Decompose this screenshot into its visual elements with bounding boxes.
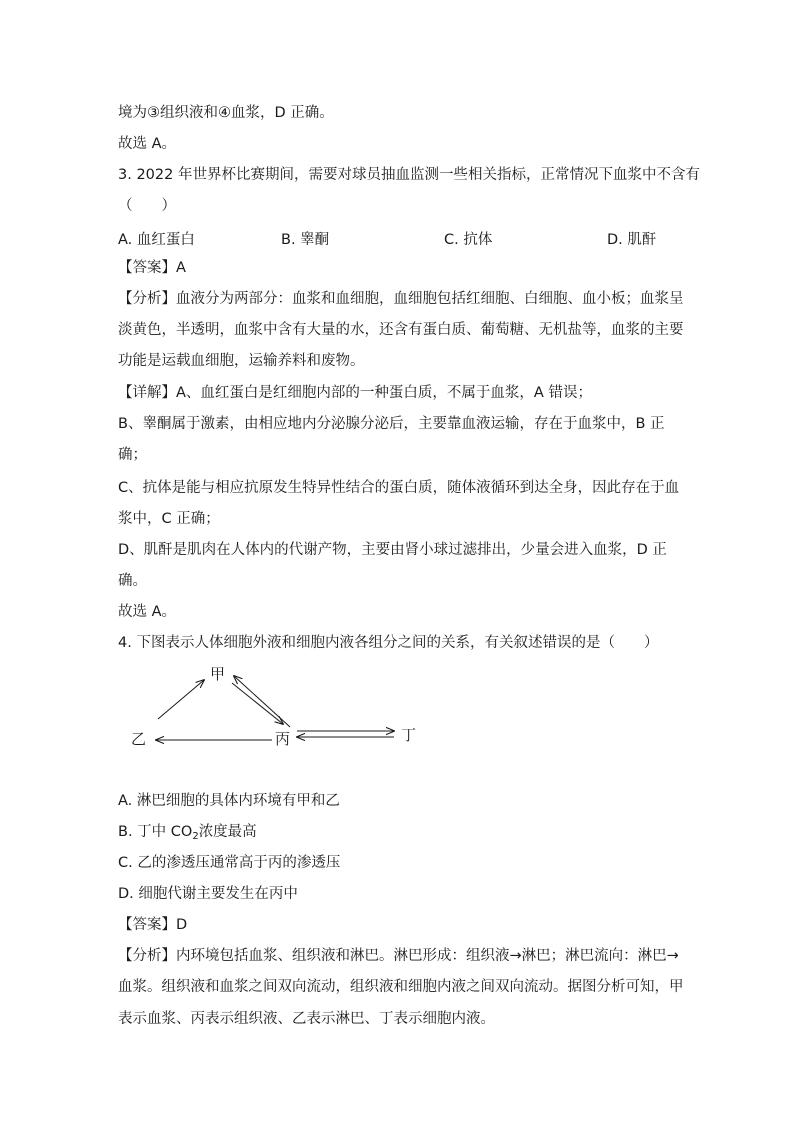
q3-analysis-line-2: 淡黄色，半透明，血浆中含有大量的水，还含有蛋白质、葡萄糖、无机盐等，血浆的主要: [118, 322, 684, 338]
q3-detail-line-4: C、抗体是能与相应抗原发生特异性结合的蛋白质，随体液循环到达全身，因此存在于血: [118, 480, 680, 496]
arrow-yi-to-jia: [158, 680, 204, 719]
q3-detail-line-5: 浆中，C 正确；: [118, 511, 220, 527]
q4-analysis-line-2: 血浆。组织液和血浆之间双向流动，组织液和细胞内液之间双向流动。据图分析可知，甲: [118, 979, 684, 995]
node-bing: 丙: [275, 730, 291, 748]
q3-option-c: C. 抗体: [444, 232, 493, 248]
previous-conclusion: 故选 A。: [118, 136, 177, 152]
q3-conclusion: 故选 A。: [118, 604, 177, 620]
q3-option-d: D. 肌酐: [607, 232, 657, 248]
q3-detail-line-1: 【详解】A、血红蛋白是红细胞内部的一种蛋白质，不属于血浆，A 错误；: [118, 385, 592, 401]
q3-option-b: B. 睾酮: [281, 232, 330, 248]
q3-detail-line-2: B、睾酮属于激素，由相应地内分泌腺分泌后，主要靠血液运输，存在于血浆中，B 正: [118, 416, 665, 432]
q4-analysis-line-3: 表示血浆、丙表示组织液、乙表示淋巴、丁表示细胞内液。: [118, 1011, 495, 1027]
q3-stem-line-1: 3. 2022 年世界杯比赛期间，需要对球员抽血监测一些相关指标，正常情况下血浆中不含有: [118, 167, 700, 183]
arrow-jia-to-bing: [232, 683, 283, 724]
q4-option-a: A. 淋巴细胞的具体内环境有甲和乙: [118, 793, 340, 809]
q3-stem-line-2: （ ）: [118, 198, 176, 214]
q3-detail-line-3: 确；: [118, 447, 147, 463]
q4-option-d: D. 细胞代谢主要发生在丙中: [118, 886, 298, 902]
q4-analysis-line-1: 【分析】内环境包括血浆、组织液和淋巴。淋巴形成：组织液→淋巴；淋巴流向：淋巴→: [118, 948, 679, 964]
node-yi: 乙: [131, 730, 147, 748]
q3-analysis-line-3: 功能是运载血细胞，运输养料和废物。: [118, 353, 365, 369]
q4-option-b: B. 丁中 $CO_2$浓度最高: [118, 824, 257, 842]
q3-detail-line-7: 确。: [118, 573, 147, 589]
q3-option-a: A. 血红蛋白: [118, 232, 195, 248]
q4-stem: 4. 下图表示人体细胞外液和细胞内液各组分之间的关系，有关叙述错误的是（ ）: [118, 635, 659, 651]
node-ding: 丁: [401, 726, 417, 744]
q3-answer: 【答案】A: [118, 260, 186, 276]
q3-detail-line-6: D、肌酐是肌肉在人体内的代谢产物，主要由肾小球过滤排出，少量会进入血浆，D 正: [118, 542, 667, 558]
q4-option-c: C. 乙的渗透压通常高于丙的渗透压: [118, 855, 341, 871]
node-jia: 甲: [210, 665, 226, 683]
arrow-bing-to-jia: [234, 676, 290, 727]
q3-analysis-line-1: 【分析】血液分为两部分：血浆和血细胞，血细胞包括红细胞、白细胞、血小板；血浆呈: [118, 291, 684, 307]
q4-answer: 【答案】D: [118, 917, 188, 933]
previous-answer-line: 境为③组织液和④血浆，D 正确。: [118, 105, 334, 121]
